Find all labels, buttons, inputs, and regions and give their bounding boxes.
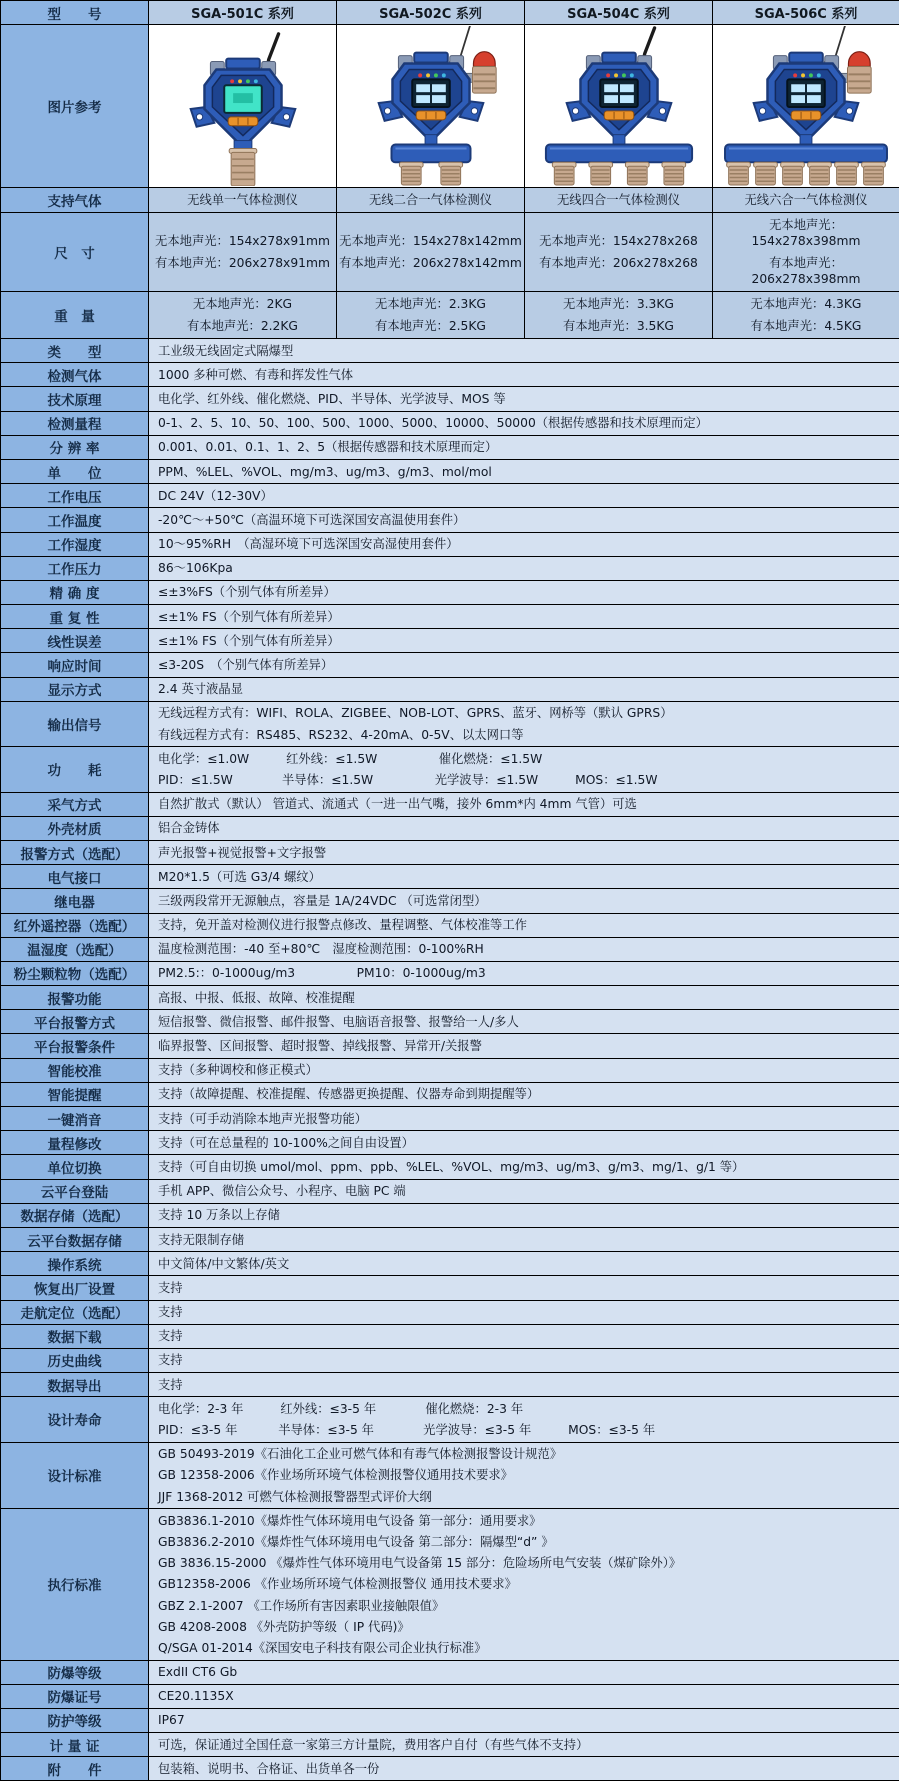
spec-value-line: 1000 多种可燃、有毒和挥发性气体: [158, 364, 897, 385]
spec-row-label: 显示方式: [1, 677, 149, 701]
spec-row-label: 单 位: [1, 459, 149, 483]
spec-value-line: 无线远程方式有：WIFI、ROLA、ZIGBEE、NOB-LOT、GPRS、蓝牙、网桥等（默认 GPRS）: [158, 703, 897, 724]
gas-detector-drawing: [714, 26, 898, 186]
compare-cell-line: 无本地声光：2KG: [151, 293, 334, 315]
spec-row-label: 防护等级: [1, 1708, 149, 1732]
header-row: [1, 1, 899, 25]
compare-cell-line: 无线四合一气体检测仪: [527, 189, 710, 211]
model-name-sga-501c: SGA-501C 系列: [149, 1, 337, 25]
spec-row-value: [149, 677, 899, 701]
spec-row-value: [149, 653, 899, 677]
spec-row: [1, 339, 899, 363]
compare-cell: [525, 292, 713, 339]
spec-row-value: [149, 865, 899, 889]
spec-value-line: 工业级无线固定式隔爆型: [158, 340, 897, 361]
spec-value-line: 电化学：≤1.0W 红外线：≤1.5W 催化燃烧：≤1.5W: [158, 748, 897, 769]
spec-row: [1, 1708, 899, 1732]
spec-row-label: 平台报警方式: [1, 1010, 149, 1034]
spec-row: [1, 1324, 899, 1348]
spec-row-label: 操作系统: [1, 1252, 149, 1276]
spec-value-line: PPM、%LEL、%VOL、mg/m3、ug/m3、g/m3、mol/mol: [158, 461, 897, 482]
spec-row-value: [149, 459, 899, 483]
spec-value-line: GB3836.1-2010《爆炸性气体环境用电气设备 第一部分：通用要求》: [158, 1510, 897, 1531]
spec-row: [1, 961, 899, 985]
product-image-sga-504c: [525, 25, 713, 188]
model-name-sga-504c: SGA-504C 系列: [525, 1, 713, 25]
compare-row-label: 重 量: [1, 292, 149, 339]
spec-row-value: [149, 1155, 899, 1179]
detector-buttons: [604, 111, 634, 120]
spec-row: [1, 1010, 899, 1034]
sensor-manifold: [391, 145, 470, 163]
compare-cell-line: 无线二合一气体检测仪: [339, 189, 522, 211]
spec-row-label: 温湿度（选配）: [1, 937, 149, 961]
spec-value-line: 短信报警、微信报警、邮件报警、电脑语音报警、报警给一人/多人: [158, 1011, 897, 1032]
model-name-sga-506c: SGA-506C 系列: [713, 1, 899, 25]
spec-row-value: [149, 532, 899, 556]
spec-value-line: 中文简体/中文繁体/英文: [158, 1253, 897, 1274]
spec-row-value: [149, 1034, 899, 1058]
spec-value-line: PID：≤1.5W 半导体：≤1.5W 光学波导：≤1.5W MOS：≤1.5W: [158, 769, 897, 790]
sensor-cylinder: [625, 162, 649, 185]
compare-row: [1, 213, 899, 292]
spec-value-line: 支持无限制存储: [158, 1229, 897, 1250]
compare-cell-line: 无本地声光：2.3KG: [339, 293, 522, 315]
spec-row: [1, 1509, 899, 1660]
compare-cell: [337, 213, 525, 292]
spec-row-label: 技术原理: [1, 387, 149, 411]
spec-value-line: ≤3-20S （个别气体有所差异）: [158, 654, 897, 675]
spec-row-label: 防爆证号: [1, 1684, 149, 1708]
spec-row: [1, 816, 899, 840]
spec-row: [1, 1660, 899, 1684]
spec-row: [1, 1373, 899, 1397]
spec-row-label: 外壳材质: [1, 816, 149, 840]
spec-row: [1, 1203, 899, 1227]
spec-row-label: 工作湿度: [1, 532, 149, 556]
compare-cell: [713, 213, 899, 292]
product-image-sga-501c: [149, 25, 337, 188]
spec-row-label: 输出信号: [1, 701, 149, 746]
gas-detector-drawing: [339, 26, 523, 186]
spec-value-line: ≤±1% FS（个别气体有所差异）: [158, 630, 897, 651]
spec-value-line: 支持 10 万条以上存储: [158, 1205, 897, 1226]
sensor-manifold: [545, 145, 691, 163]
spec-row-value: [149, 913, 899, 937]
sensor-cylinder: [399, 162, 423, 185]
spec-row: [1, 889, 899, 913]
spec-row: [1, 435, 899, 459]
compare-cell-line: 有本地声光：3.5KG: [527, 315, 710, 337]
spec-row-label: 工作压力: [1, 556, 149, 580]
spec-value-line: 支持: [158, 1302, 897, 1323]
model-name-sga-502c: SGA-502C 系列: [337, 1, 525, 25]
spec-row-label: 附 件: [1, 1757, 149, 1781]
compare-cell: [337, 188, 525, 213]
spec-row-value: [149, 484, 899, 508]
spec-row-label: 响应时间: [1, 653, 149, 677]
spec-value-line: CE20.1135X: [158, 1686, 897, 1707]
compare-cell-line: 有本地声光：4.5KG: [715, 315, 897, 337]
spec-row-value: [149, 411, 899, 435]
spec-row-value: [149, 1010, 899, 1034]
spec-row-label: 类 型: [1, 339, 149, 363]
spec-value-line: GB 12358-2006《作业场所环境气体检测报警仪通用技术要求》: [158, 1465, 897, 1486]
spec-row-value: [149, 792, 899, 816]
spec-row-value: [149, 387, 899, 411]
spec-row-label: 检测气体: [1, 363, 149, 387]
spec-row-value: [149, 747, 899, 792]
spec-row-value: [149, 889, 899, 913]
spec-row-value: [149, 1733, 899, 1757]
gas-detector-drawing: [527, 26, 711, 186]
spec-row-value: [149, 701, 899, 746]
image-row: [1, 25, 899, 188]
sensor-cylinder: [438, 162, 462, 185]
compare-cell-line: 无本地声光：154x278x142mm: [339, 230, 522, 252]
compare-cell-line: 无本地声光：154x278x398mm: [715, 214, 897, 252]
spec-row-value: [149, 1252, 899, 1276]
compare-cell: [149, 292, 337, 339]
spec-row-label: 走航定位（选配）: [1, 1300, 149, 1324]
compare-row-label: 尺 寸: [1, 213, 149, 292]
spec-row-value: [149, 1203, 899, 1227]
spec-row-label: 线性误差: [1, 629, 149, 653]
spec-value-line: 支持（可自由切换 umol/mol、ppm、ppb、%LEL、%VOL、mg/m3、ug/m3、g/m3、mg/1、g/1 等）: [158, 1156, 897, 1177]
spec-value-line: ≤±3%FS（个别气体有所差异）: [158, 582, 897, 603]
sensor-cylinder: [588, 162, 612, 185]
spec-row-value: [149, 435, 899, 459]
spec-row-value: [149, 508, 899, 532]
header-label-model: 型 号: [1, 1, 149, 25]
spec-row-value: [149, 1179, 899, 1203]
spec-row-value: [149, 1509, 899, 1660]
spec-value-line: 支持: [158, 1350, 897, 1371]
spec-row: [1, 1733, 899, 1757]
spec-row-label: 红外遥控器（选配）: [1, 913, 149, 937]
spec-row: [1, 556, 899, 580]
compare-cell: [149, 213, 337, 292]
sensor-cylinder: [661, 162, 685, 185]
compare-cell: [713, 292, 899, 339]
spec-row-value: [149, 961, 899, 985]
spec-value-line: IP67: [158, 1710, 897, 1731]
detector-buttons: [228, 117, 258, 126]
spec-row-label: 继电器: [1, 889, 149, 913]
spec-value-line: 温度检测范围：-40 至+80℃ 湿度检测范围：0-100%RH: [158, 939, 897, 960]
spec-row: [1, 1397, 899, 1442]
spec-row-value: [149, 1082, 899, 1106]
spec-row-label: 防爆等级: [1, 1660, 149, 1684]
sensor-cylinder: [808, 162, 832, 185]
spec-row: [1, 1179, 899, 1203]
spec-row: [1, 1300, 899, 1324]
spec-row-label: 报警方式（选配）: [1, 840, 149, 864]
sensor-cylinder: [727, 162, 751, 185]
spec-value-line: GB 3836.15-2000 《爆炸性气体环境用电气设备第 15 部分：危险场所电气安装（煤矿除外）》: [158, 1553, 897, 1574]
spec-row-value: [149, 1660, 899, 1684]
spec-value-line: 86～106Kpa: [158, 558, 897, 579]
spec-value-line: 10～95%RH （高湿环境下可选深国安高湿使用套件）: [158, 534, 897, 555]
spec-row: [1, 1155, 899, 1179]
spec-row-value: [149, 986, 899, 1010]
spec-row: [1, 1757, 899, 1781]
spec-value-line: 支持（可在总量程的 10-100%之间自由设置）: [158, 1132, 897, 1153]
spec-value-line: DC 24V（12-30V）: [158, 485, 897, 506]
spec-value-line: JJF 1368-2012 可燃气体检测报警器型式评价大纲: [158, 1486, 897, 1507]
spec-row: [1, 913, 899, 937]
spec-row: [1, 747, 899, 792]
spec-row-label: 分 辨 率: [1, 435, 149, 459]
spec-value-line: 支持（多种调校和修正模式）: [158, 1060, 897, 1081]
spec-value-line: 声光报警+视觉报警+文字报警: [158, 842, 897, 863]
spec-value-line: PID：≤3-5 年 半导体：≤3-5 年 光学波导：≤3-5 年 MOS：≤3-5 年: [158, 1419, 897, 1440]
spec-value-line: 临界报警、区间报警、超时报警、掉线报警、异常开/关报警: [158, 1035, 897, 1056]
spec-value-line: PM2.5:：0-1000ug/m3 PM10：0-1000ug/m3: [158, 963, 897, 984]
spec-row: [1, 1442, 899, 1509]
spec-row-value: [149, 816, 899, 840]
spec-row-label: 检测量程: [1, 411, 149, 435]
spec-row: [1, 459, 899, 483]
spec-value-line: GB 50493-2019《石油化工企业可燃气体和有毒气体检测报警设计规范》: [158, 1444, 897, 1465]
spec-row: [1, 484, 899, 508]
spec-value-line: 高报、中报、低报、故障、校准提醒: [158, 987, 897, 1008]
spec-value-line: 有线远程方式有：RS485、RS232、4-20mA、0-5V、以太网口等: [158, 724, 897, 745]
spec-row-value: [149, 1348, 899, 1372]
compare-cell-line: 无线六合一气体检测仪: [715, 189, 897, 211]
compare-cell-line: 无本地声光：154x278x91mm: [151, 230, 334, 252]
spec-value-line: GB 4208-2008 《外壳防护等级（ IP 代码)》: [158, 1616, 897, 1637]
compare-cell-line: 有本地声光：206x278x142mm: [339, 252, 522, 274]
spec-row-value: [149, 840, 899, 864]
detector-body: [566, 53, 671, 139]
spec-row: [1, 840, 899, 864]
sensor-cylinder: [862, 162, 886, 185]
spec-row: [1, 1684, 899, 1708]
spec-row-value: [149, 629, 899, 653]
sensor-cylinder: [835, 162, 859, 185]
spec-value-line: -20℃～+50℃（高温环境下可选深国安高温使用套件）: [158, 509, 897, 530]
spec-row-value: [149, 1373, 899, 1397]
spec-row-label: 功 耗: [1, 747, 149, 792]
spec-value-line: 包装箱、说明书、合格证、出货单各一份: [158, 1758, 897, 1779]
spec-row-value: [149, 1227, 899, 1251]
spec-value-line: 支持，免开盖对检测仪进行报警点修改、量程调整、气体校准等工作: [158, 915, 897, 936]
spec-row-value: [149, 1300, 899, 1324]
spec-value-line: 支持（可手动消除本地声光报警功能）: [158, 1108, 897, 1129]
spec-row: [1, 701, 899, 746]
spec-row: [1, 508, 899, 532]
spec-row-label: 历史曲线: [1, 1348, 149, 1372]
spec-row: [1, 937, 899, 961]
spec-row-value: [149, 1324, 899, 1348]
spec-row: [1, 792, 899, 816]
spec-value-line: 2.4 英寸液晶显: [158, 679, 897, 700]
spec-row: [1, 605, 899, 629]
spec-row: [1, 1131, 899, 1155]
sensor-manifold: [725, 145, 887, 163]
spec-value-line: 手机 APP、微信公众号、小程序、电脑 PC 端: [158, 1181, 897, 1202]
spec-row-value: [149, 339, 899, 363]
spec-value-line: 电化学：2-3 年 红外线：≤3-5 年 催化燃烧：2-3 年: [158, 1398, 897, 1419]
detector-body: [190, 59, 295, 145]
spec-row-label: 重 复 性: [1, 605, 149, 629]
compare-row: [1, 292, 899, 339]
spec-row: [1, 677, 899, 701]
product-image-sga-506c: [713, 25, 899, 188]
spec-row: [1, 532, 899, 556]
spec-value-line: 铝合金铸体: [158, 818, 897, 839]
spec-value-line: 支持: [158, 1326, 897, 1347]
spec-row-value: [149, 937, 899, 961]
spec-row-label: 一键消音: [1, 1107, 149, 1131]
spec-row-label: 云平台登陆: [1, 1179, 149, 1203]
spec-row-value: [149, 1107, 899, 1131]
compare-cell-line: 无本地声光：3.3KG: [527, 293, 710, 315]
spec-row: [1, 653, 899, 677]
spec-row-label: 量程修改: [1, 1131, 149, 1155]
spec-row-label: 单位切换: [1, 1155, 149, 1179]
spec-row: [1, 580, 899, 604]
product-image-sga-502c: [337, 25, 525, 188]
spec-row-label: 设计寿命: [1, 1397, 149, 1442]
compare-cell: [525, 188, 713, 213]
compare-cell-line: 无线单一气体检测仪: [151, 189, 334, 211]
sensor-cylinder: [229, 148, 257, 186]
spec-row: [1, 1252, 899, 1276]
spec-row-value: [149, 1397, 899, 1442]
spec-row-value: [149, 605, 899, 629]
spec-value-line: M20*1.5（可选 G3/4 螺纹）: [158, 866, 897, 887]
sensor-cylinder: [781, 162, 805, 185]
spec-row: [1, 1034, 899, 1058]
spec-row: [1, 865, 899, 889]
spec-row-label: 平台报警条件: [1, 1034, 149, 1058]
spec-row: [1, 1058, 899, 1082]
spec-row: [1, 629, 899, 653]
compare-cell-line: 无本地声光：154x278x268: [527, 230, 710, 252]
spec-row-value: [149, 1442, 899, 1509]
spec-value-line: 支持: [158, 1277, 897, 1298]
sensor-cylinder: [552, 162, 576, 185]
image-row-label: 图片参考: [1, 25, 149, 188]
spec-row: [1, 1082, 899, 1106]
spec-row: [1, 411, 899, 435]
spec-row-label: 恢复出厂设置: [1, 1276, 149, 1300]
compare-cell: [149, 188, 337, 213]
spec-row-label: 采气方式: [1, 792, 149, 816]
spec-value-line: GB3836.2-2010《爆炸性气体环境用电气设备 第二部分：隔爆型“d” 》: [158, 1531, 897, 1552]
spec-value-line: 0-1、2、5、10、50、100、500、1000、5000、10000、50000（根据传感器和技术原理而定）: [158, 413, 897, 434]
spec-row: [1, 1276, 899, 1300]
spec-row-label: 数据下载: [1, 1324, 149, 1348]
spec-value-line: 0.001、0.01、0.1、1、2、5（根据传感器和技术原理而定）: [158, 437, 897, 458]
spec-value-line: 支持: [158, 1374, 897, 1395]
spec-row-value: [149, 1708, 899, 1732]
spec-row: [1, 363, 899, 387]
compare-cell-line: 无本地声光：4.3KG: [715, 293, 897, 315]
compare-cell-line: 有本地声光：2.2KG: [151, 315, 334, 337]
spec-row-label: 执行标准: [1, 1509, 149, 1660]
spec-row-value: [149, 1276, 899, 1300]
spec-row-label: 电气接口: [1, 865, 149, 889]
spec-row-label: 工作温度: [1, 508, 149, 532]
spec-row: [1, 986, 899, 1010]
spec-row-label: 智能提醒: [1, 1082, 149, 1106]
spec-row-value: [149, 556, 899, 580]
spec-value-line: ≤±1% FS（个别气体有所差异）: [158, 606, 897, 627]
spec-row-label: 设计标准: [1, 1442, 149, 1509]
compare-cell-line: 有本地声光：206x278x91mm: [151, 252, 334, 274]
spec-value-line: 自然扩散式（默认） 管道式、流通式（一进一出气嘴，接外 6mm*内 4mm 气管）可选: [158, 794, 897, 815]
compare-cell-line: 有本地声光：2.5KG: [339, 315, 522, 337]
spec-row-label: 计 量 证: [1, 1733, 149, 1757]
compare-cell: [713, 188, 899, 213]
spec-row: [1, 1107, 899, 1131]
compare-cell: [337, 292, 525, 339]
spec-row-value: [149, 363, 899, 387]
spec-value-line: 三级两段常开无源触点，容量是 1A/24VDC （可选常闭型）: [158, 890, 897, 911]
spec-row-value: [149, 1058, 899, 1082]
compare-cell-line: 有本地声光：206x278x398mm: [715, 252, 897, 290]
spec-row-value: [149, 1131, 899, 1155]
detector-body: [754, 53, 859, 139]
detector-buttons: [791, 111, 821, 120]
spec-row-label: 工作电压: [1, 484, 149, 508]
spec-row-label: 数据存储（选配）: [1, 1203, 149, 1227]
spec-row-label: 智能校准: [1, 1058, 149, 1082]
spec-row: [1, 387, 899, 411]
spec-row-label: 精 确 度: [1, 580, 149, 604]
spec-value-line: 支持（故障提醒、校准提醒、传感器更换提醒、仪器寿命到期提醒等）: [158, 1084, 897, 1105]
detector-body: [378, 53, 483, 139]
spec-value-line: GB12358-2006 《作业场所环境气体检测报警仪 通用技术要求》: [158, 1574, 897, 1595]
compare-cell: [525, 213, 713, 292]
spec-value-line: Q/SGA 01-2014《深国安电子科技有限公司企业执行标准》: [158, 1637, 897, 1658]
spec-value-line: 电化学、红外线、催化燃烧、PID、半导体、光学波导、MOS 等: [158, 388, 897, 409]
spec-row-label: 数据导出: [1, 1373, 149, 1397]
compare-cell-line: 有本地声光：206x278x268: [527, 252, 710, 274]
spec-row-value: [149, 1757, 899, 1781]
spec-row-label: 报警功能: [1, 986, 149, 1010]
sensor-cylinder: [754, 162, 778, 185]
spec-value-line: 可选，保证通过全国任意一家第三方计量院，费用客户自付（有些气体不支持）: [158, 1734, 897, 1755]
spec-row-label: 粉尘颗粒物（选配）: [1, 961, 149, 985]
spec-value-line: GBZ 2.1-2007 《工作场所有害因素职业接触限值》: [158, 1595, 897, 1616]
spec-row-value: [149, 580, 899, 604]
spec-row: [1, 1227, 899, 1251]
spec-row-label: 云平台数据存储: [1, 1227, 149, 1251]
spec-row-value: [149, 1684, 899, 1708]
compare-row-label: 支持气体: [1, 188, 149, 213]
spec-row: [1, 1348, 899, 1372]
gas-detector-drawing: [151, 26, 335, 186]
compare-row: [1, 188, 899, 213]
detector-buttons: [416, 111, 446, 120]
spec-value-line: ExdII CT6 Gb: [158, 1662, 897, 1683]
